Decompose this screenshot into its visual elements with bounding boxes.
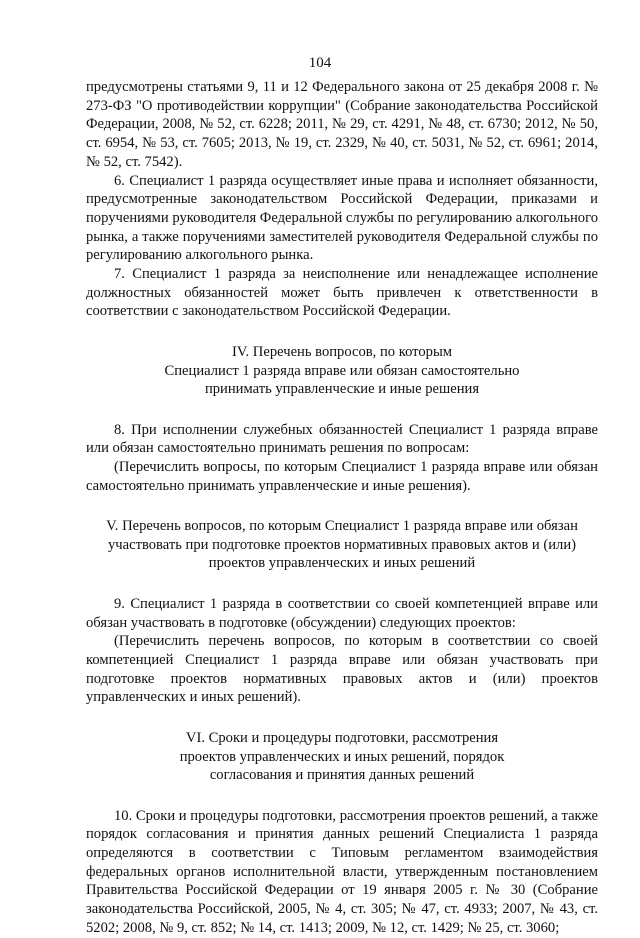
paragraph-8: 8. При исполнении служебных обязанностей Специалист 1 разряда вправе или обязан самостоятельно принимать решения по вопросам: xyxy=(86,421,598,457)
heading-line: согласования и принятия данных решений xyxy=(209,767,475,784)
paragraph-9: 9. Специалист 1 разряда в соответствии со своей компетенцией вправе или обязан участвовать в подготовке (обсуждении) следующих проектов: xyxy=(86,595,598,631)
heading-line: принимать управленческие и иные решения xyxy=(204,381,480,398)
heading-line: Специалист 1 разряда вправе или обязан самостоятельно xyxy=(164,362,520,379)
document-body xyxy=(86,78,598,938)
heading-line: V. Перечень вопросов, по которым Специалист 1 разряда вправе или обязан xyxy=(106,518,578,535)
paragraph-continuation: предусмотрены статьями 9, 11 и 12 Федерального закона от 25 декабря 2008 г. № 273-ФЗ "О противодействии коррупции" (Собрание законодательства Российской Федерации, 2008, № 52, ст. 6228; 2011, № 29, ст. 4291, № 48, ст. 6730; 2012, № 50, ст. 6954, № 53, ст. 7605; 2013, № 19, ст. 2329, № 40, ст. 5031, № 52, ст. 6961; 2014, № 52, ст. 7542). xyxy=(86,79,598,170)
paragraph-10: 10. Сроки и процедуры подготовки, рассмотрения проектов решений, а также порядок согласования и принятия данных решений Специалиста 1 разряда определяются в соответствии с Типовым регламентом взаимодействия федеральных органов исполнительной власти, утвержденным постановлением Правительства Российской Федерации от 19 января 2005 г. № 30 (Собрание законодательства Российской, 2005, № 4, ст. 305; № 47, ст. 4933; 2007, № 43, ст. 5202; 2008, № 9, ст. 852; № 14, ст. 1413; 2009, № 12, ст. 1429; № 25, ст. 3060; xyxy=(86,807,598,936)
paragraph-7: 7. Специалист 1 разряда за неисполнение или ненадлежащее исполнение должностных обязанностей может быть привлечен к ответственности в соответствии с законодательством Российской Федерации. xyxy=(86,266,598,320)
heading-line: проектов управленческих и иных решений xyxy=(208,555,476,572)
paragraph-9-note: (Перечислить перечень вопросов, по которым в соответствии со своей компетенцией Специалист 1 разряда вправе или обязан участвовать при подготовке проектов нормативных правовых актов и (или) проектов управленческих и иных решений). xyxy=(86,633,598,706)
heading-line: IV. Перечень вопросов, по которым xyxy=(231,344,453,361)
heading-line: VI. Сроки и процедуры подготовки, рассмотрения xyxy=(185,730,499,747)
section-iv-heading xyxy=(86,343,598,399)
page-number: 104 xyxy=(308,55,332,71)
paragraph-6: 6. Специалист 1 разряда осуществляет иные права и исполняет обязанности, предусмотренные законодательством Российской Федерации, приказами и поручениями руководителя Федеральной службы по регулированию алкогольного рынка, а также поручениями заместителей руководителя Федеральной службы по регулированию алкогольного рынка. xyxy=(86,172,598,264)
heading-line: проектов управленческих и иных решений, порядок xyxy=(179,748,505,765)
section-v-heading xyxy=(86,517,598,573)
paragraph-8-note: (Перечислить вопросы, по которым Специалист 1 разряда вправе или обязан самостоятельно принимать управленческие и иные решения). xyxy=(86,459,598,494)
section-vi-heading xyxy=(86,729,598,785)
heading-line: участвовать при подготовке проектов нормативных правовых актов и (или) xyxy=(108,536,576,553)
